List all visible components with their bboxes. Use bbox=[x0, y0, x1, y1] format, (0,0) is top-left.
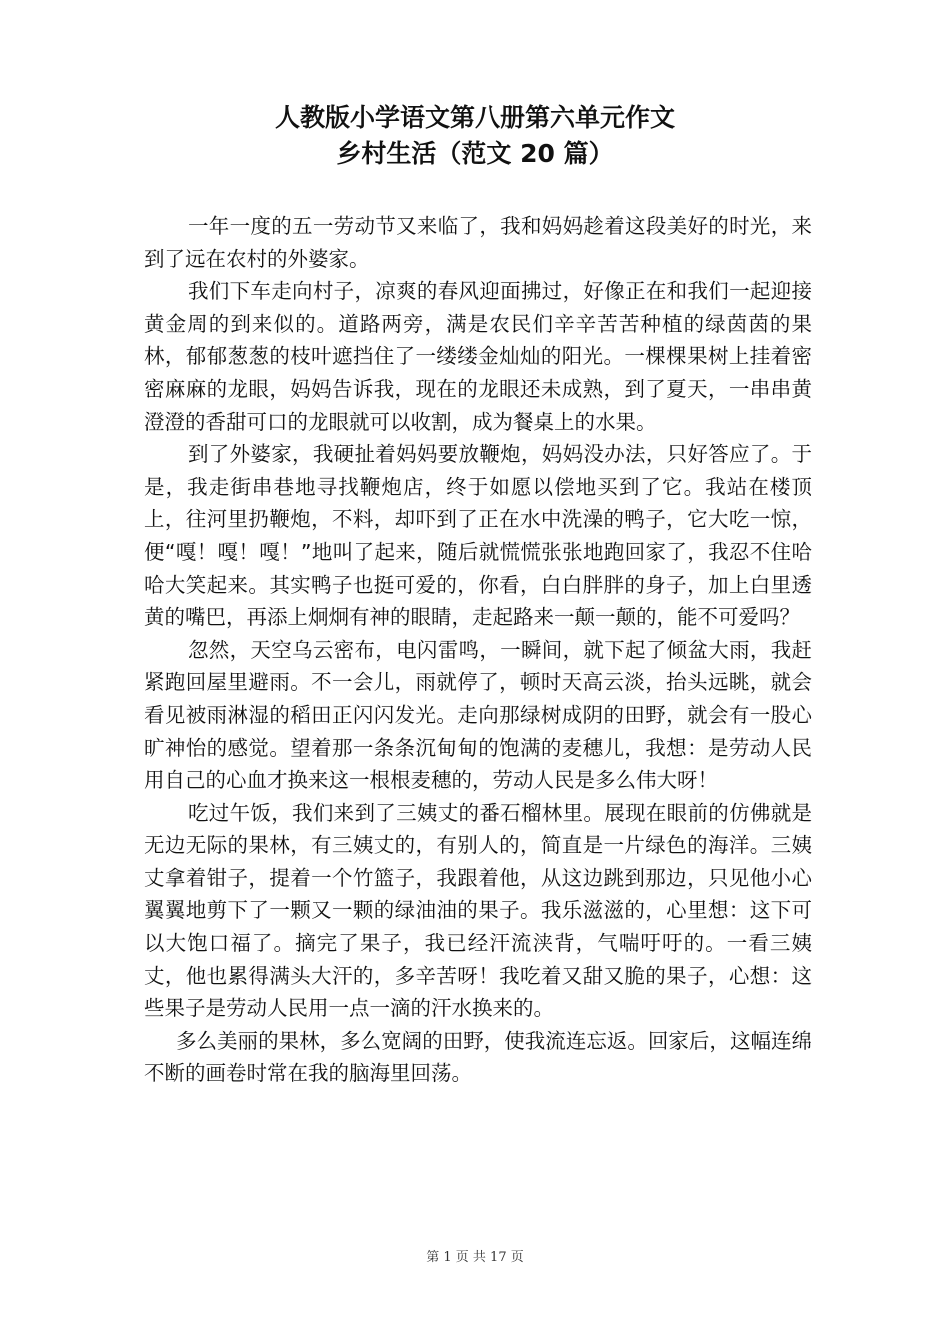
paragraph-6: 多么美丽的果林，多么宽阔的田野，使我流连忘返。回家后，这幅连绵不断的画卷时常在我的脑海里回荡。 bbox=[144, 1028, 812, 1086]
title-line-2: 乡村生活（范文 20 篇） bbox=[336, 139, 614, 168]
title-line-1: 人教版小学语文第八册第六单元作文 bbox=[274, 103, 675, 132]
essay-body bbox=[144, 210, 812, 1090]
paragraph-3: 到了外婆家，我硬扯着妈妈要放鞭炮，妈妈没办法，只好答应了。于是，我走街串巷地寻找鞭炮店，终于如愿以偿地买到了它。我站在楼顶上，往河里扔鞭炮，不料，却吓到了正在水中洗澡的鸭子，它大吃一惊，便“嘎！嘎！嘎！”地叫了起来，随后就慌慌张张地跑回家了，我忍不住哈哈大笑起来。其实鸭子也挺可爱的，你看，白白胖胖的身子，加上白里透黄的嘴巴，再添上炯炯有神的眼睛，走起路来一颠一颠的，能不可爱吗？ bbox=[144, 442, 812, 630]
paragraph-4: 忽然，天空乌云密布，电闪雷鸣，一瞬间，就下起了倾盆大雨，我赶紧跑回屋里避雨。不一会儿，雨就停了，顿时天高云淡，抬头远眺，就会看见被雨淋湿的稻田正闪闪发光。走向那绿树成阴的田野，就会有一股心旷神怡的感觉。望着那一条条沉甸甸的饱满的麦穗儿，我想：是劳动人民用自己的心血才换来这一根根麦穗的，劳动人民是多么伟大呀！ bbox=[144, 637, 812, 793]
paragraph-2: 我们下车走向村子，凉爽的春风迎面拂过，好像正在和我们一起迎接黄金周的到来似的。道路两旁，满是农民们辛辛苦苦种植的绿茵茵的果林，郁郁葱葱的枝叶遮挡住了一缕缕金灿灿的阳光。一棵棵果树上挂着密密麻麻的龙眼，妈妈告诉我，现在的龙眼还未成熟，到了夏天，一串串黄澄澄的香甜可口的龙眼就可以收割，成为餐桌上的水果。 bbox=[144, 279, 812, 434]
paragraph-1: 一年一度的五一劳动节又来临了，我和妈妈趁着这段美好的时光，来到了远在农村的外婆家。 bbox=[144, 214, 812, 271]
page-footer: 第 1 页 共 17 页 bbox=[426, 1250, 524, 1265]
title-block bbox=[0, 100, 950, 172]
paragraph-5: 吃过午饭，我们来到了三姨丈的番石榴林里。展现在眼前的仿佛就是无边无际的果林，有三姨丈的，有别人的，简直是一片绿色的海洋。三姨丈拿着钳子，提着一个竹篮子，我跟着他，从这边跳到那边，只见他小心翼翼地剪下了一颗又一颗的绿油油的果子。我乐滋滋的，心里想：这下可以大饱口福了。摘完了果子，我已经汗流浃背，气喘吁吁的。一看三姨丈，他也累得满头大汗的，多辛苦呀！我吃着又甜又脆的果子，心想：这些果子是劳动人民用一点一滴的汗水换来的。 bbox=[144, 800, 812, 1021]
